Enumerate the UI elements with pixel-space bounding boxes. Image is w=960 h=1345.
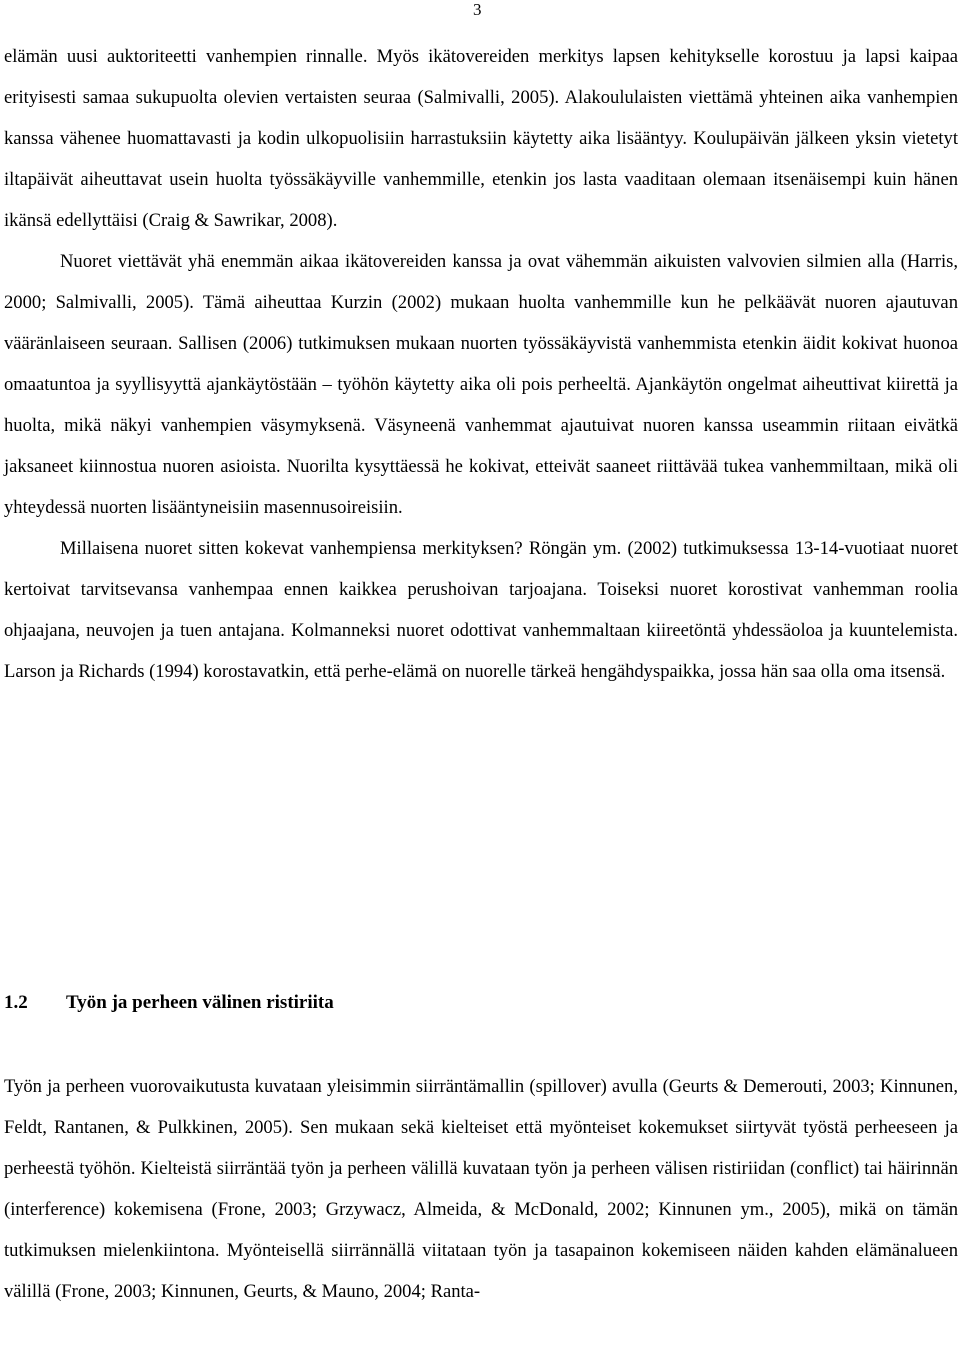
paragraph-1: elämän uusi auktoriteetti vanhempien rinnalle. Myös ikätovereiden merkitys lapsen kehitykselle korostuu ja lapsi kaipaa erityisesti samaa sukupuolta olevien vertaisten seuraa (Salmivalli, 2005). Alakoululaisten viettämä yhteinen aika vanhempien kanssa vähenee huomattavasti ja kodin ulkopuolisiin harrastuksiin käytetty aika lisääntyy. Koulupäivän jälkeen yksin vietetyt iltapäivät aiheuttavat usein huolta työssäkäyville vanhemmille, etenkin jos lasta vaaditaan olemaan itsenäisempi kuin hänen ikänsä edellyttäisi (Craig & Sawrikar, 2008). [4,46,958,231]
page-number: 3 [473,0,482,19]
section-heading [4,988,334,1018]
section-title: Työn ja perheen välinen ristiriita [66,992,334,1013]
body-text-top [4,36,958,692]
body-text-section [4,1066,958,1312]
section-number: 1.2 [4,992,28,1013]
paragraph-2: Nuoret viettävät yhä enemmän aikaa ikätovereiden kanssa ja ovat vähemmän aikuisten valvovien silmien alla (Harris, 2000; Salmivalli, 2005). Tämä aiheuttaa Kurzin (2002) mukaan huolta vanhemmille kun he pelkäävät nuoren ajautuvan vääränlaiseen seuraan. Sallisen (2006) tutkimuksen mukaan nuorten työssäkäyvistä vanhemmista etenkin äidit kokivat huonoa omaatuntoa ja syyllisyyttä ajankäytöstään – työhön käytetty aika oli pois perheeltä. Ajankäytön ongelmat aiheuttivat kiirettä ja huolta, mikä näkyi vanhempien väsymyksenä. Väsyneenä vanhemmat ajautuivat nuoren kanssa useammin riitaan eivätkä jaksaneet kiinnostua nuoren asioista. Nuorilta kysyttäessä he kokivat, etteivät saaneet riittävää tukea vanhemmiltaan, mikä oli yhteydessä nuorten lisääntyneisiin masennusoireisiin. [4,251,958,518]
section-paragraph-1: Työn ja perheen vuorovaikutusta kuvataan yleisimmin siirräntämallin (spillover) avulla (Geurts & Demerouti, 2003; Kinnunen, Feldt, Rantanen, & Pulkkinen, 2005). Sen mukaan sekä kielteiset että myönteiset kokemukset siirtyvät työstä perheeseen ja perheestä työhön. Kielteistä siirräntää työn ja perheen välillä kuvataan työn ja perheen välisen ristiriidan (conflict) tai häirinnän (interference) kokemisena (Frone, 2003; Grzywacz, Almeida, & McDonald, 2002; Kinnunen ym., 2005), mikä on tämän tutkimuksen mielenkiintona. Myönteisellä siirrännällä viitataan työn ja tasapainon kokemiseen näiden kahden elämänalueen välillä (Frone, 2003; Kinnunen, Geurts, & Mauno, 2004; Ranta- [4,1076,958,1302]
paragraph-3: Millaisena nuoret sitten kokevat vanhempiensa merkityksen? Röngän ym. (2002) tutkimuksessa 13-14-vuotiaat nuoret kertoivat tarvitsevansa vanhempaa ennen kaikkea perushoivan tarjoajana. Toiseksi nuoret korostivat vanhemman roolia ohjaajana, neuvojen ja tuen antajana. Kolmanneksi nuoret odottivat vanhemmaltaan kiireetöntä yhdessäoloa ja kuuntelemista. Larson ja Richards (1994) korostavatkin, että perhe-elämä on nuorelle tärkeä hengähdyspaikka, jossa hän saa olla oma itsensä. [4,538,958,682]
